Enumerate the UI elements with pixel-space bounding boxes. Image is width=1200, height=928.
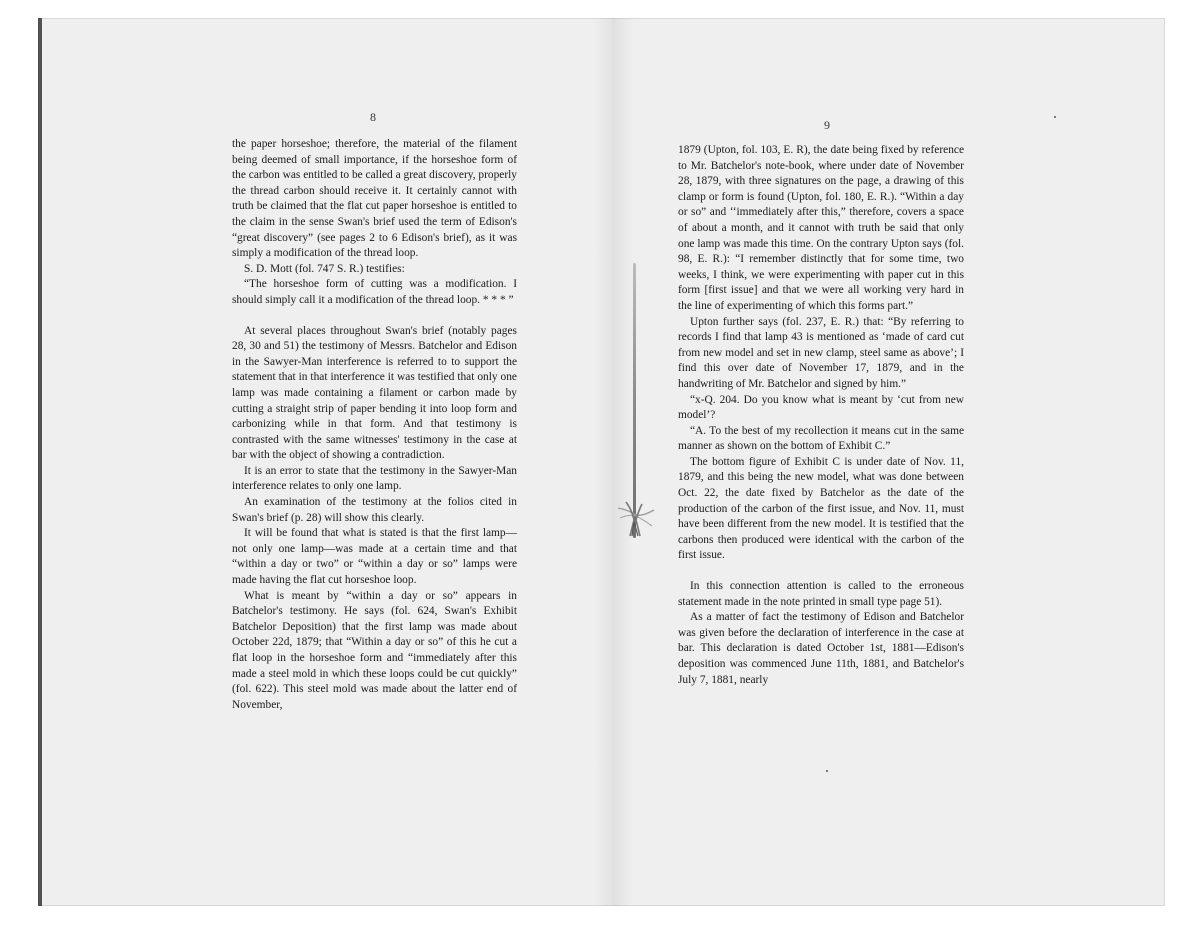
left-page-number: 8 xyxy=(370,110,376,124)
paragraph: An examination of the testimony at the folios cited in Swan's brief (p. 28) will show this clearly. xyxy=(232,496,517,524)
paragraph: In this connection attention is called to the erroneous statement made in the note printed in small type page 51). xyxy=(678,580,964,608)
paragraph: It will be found that what is stated is that the first lamp—not only one lamp—was made at a certain time and that “within a day or two” or “within a day or so” lamps were made having the flat cut horseshoe loop. xyxy=(232,527,517,587)
paragraph: What is meant by “within a day or so” appears in Batchelor's testimony. He says (fol. 624, Swan's Exhibit Batchelor Deposition) that the first lamp was made about October 22d, 1879; that “Within a day or so” of this he cut a flat loop in the horseshoe form and “immediately after this made a steel mold in which these loops could be cut quickly” (fol. 622). This steel mold was made about the latter end of November, xyxy=(232,589,517,711)
paragraph: “The horseshoe form of cutting was a modification. I should simply call it a modification of the thread loop. * * * ” xyxy=(232,278,517,306)
paper-speck xyxy=(826,770,828,772)
paragraph: At several places throughout Swan's brief (notably pages 28, 30 and 51) the testimony of Messrs. Batchelor and Edison in the Sawyer-Man interference is referred to to support the statement that in that interference it was testified that only one lamp was made containing a filament or carbon made by cutting a straight strip of paper bending it into loop form and carbonizing while in that form. And that testimony is contrasted with the same witnesses' testimony in the case at bar with the object of showing a contradiction. xyxy=(232,324,517,462)
paper-speck xyxy=(1054,116,1056,118)
paragraph: “A. To the best of my recollection it means cut in the same manner as shown on the bottom of Exhibit C.” xyxy=(678,424,964,453)
paragraph: As a matter of fact the testimony of Edison and Batchelor was given before the declaration of interference in the case at bar. This declaration is dated October 1st, 1881—Edison's deposition was commenced June 11th, 1881, and Batchelor's July 7, 1881, nearly xyxy=(678,611,964,686)
paragraph: The bottom figure of Exhibit C is under date of Nov. 11, 1879, and this being the new model, what was done between Oct. 22, the date fixed by Batchelor as the date of the production of the carbon of the first issue, and Nov. 11, must have been different from the new model. It is testified that the carbons then produced were identical with the carbon of the first issue. xyxy=(678,455,964,562)
paragraph: It is an error to state that the testimony in the Sawyer-Man interference relates to only one lamp. xyxy=(232,464,517,493)
paragraph: S. D. Mott (fol. 747 S. R.) testifies: xyxy=(244,262,405,275)
paragraph: the paper horseshoe; therefore, the material of the filament being deemed of small importance, if the horseshoe form of the carbon was entitled to be called a great discovery, properly the thread carbon should receive it. It certainly cannot with truth be claimed that the flat cut paper horseshoe is entitled to the claim in the sense Swan's brief used the term of Edison's “great discovery” (see pages 2 to 6 Edison's brief), as it was simply a modification of the thread loop. xyxy=(232,138,517,260)
right-page-number: 9 xyxy=(824,118,830,132)
paragraph: Upton further says (fol. 237, E. R.) that: “By referring to records I find that lamp 43 is mentioned as ‘made of card cut from new model and set in new clamp, steel same as above’; I find this over date of November 17, 1879, and in the handwriting of Mr. Batchelor and signed by him.” xyxy=(678,315,964,390)
binding-knot-icon xyxy=(614,496,658,538)
document-spread xyxy=(38,18,1165,906)
paragraph: “x-Q. 204. Do you know what is meant by ‘cut from new model’? xyxy=(678,393,964,422)
paragraph: 1879 (Upton, fol. 103, E. R), the date being fixed by reference to Mr. Batchelor's note-book, where under date of November 28, 1879, with three signatures on the page, a drawing of this clamp or form is found (Upton, fol. 180, E. R.). “Within a day or so” and ‘‘immediately after this,” therefore, covers a space of about a month, and it cannot with truth be said that only one lamp was made this time. On the contrary Upton says (fol. 98, E. R.): “I remember distinctly that for some time, two weeks, I think, we were experimenting with paper cut in this form [first issue] and that we were all working very hard in the line of experimenting of which this forms part.” xyxy=(678,144,964,312)
right-page-text xyxy=(678,143,964,688)
page-gutter xyxy=(594,18,634,906)
left-page-text xyxy=(232,137,517,713)
